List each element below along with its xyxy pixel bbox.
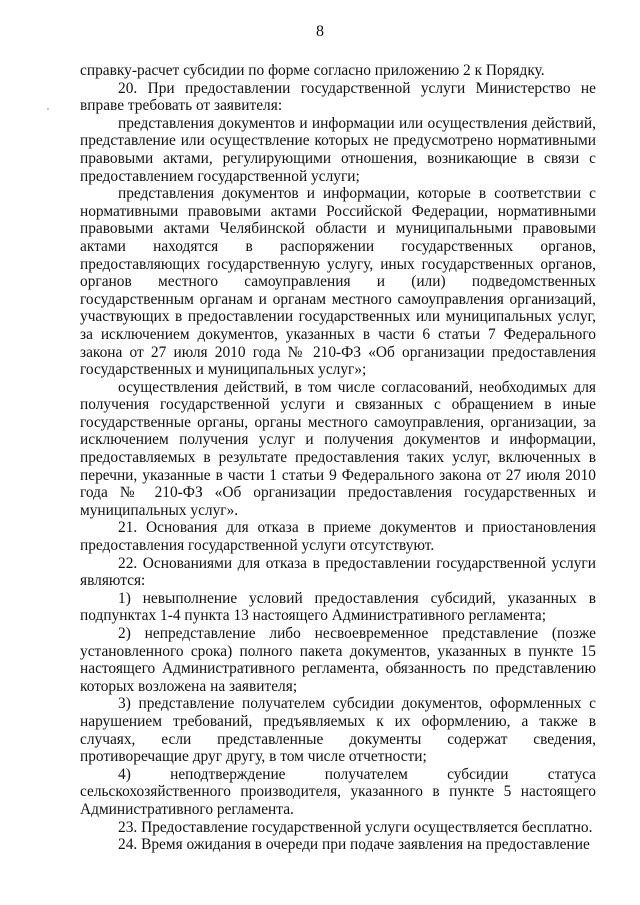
margin-mark: ' — [47, 106, 49, 118]
paragraph: осуществления действий, в том числе согласований, необходимых для получения государственной услуги и связанных с обращением в иные государственные органы, органы местного самоуправления, организации, за исключением получения услуг и получения документов и информации, предоставляемых в результате предоставления таких услуг, включенных в перечни, указанные в части 1 статьи 9 Федерального закона от 27 июля 2010 года № 210-ФЗ «Об организации предоставления государственных и муниципальных услуг». — [80, 378, 596, 519]
paragraph: 21. Основания для отказа в приеме документов и приостановления предоставления государственной услуги отсутствуют. — [80, 519, 596, 555]
document-body — [80, 62, 596, 854]
paragraph: 2) непредставление либо несвоевременное представление (позже установленного срока) полного пакета документов, указанных в пункте 15 настоящего Административного регламента, обязанность по представлению которых возложена на заявителя; — [80, 625, 596, 695]
paragraph: справку-расчет субсидии по форме согласно приложению 2 к Порядку. — [80, 62, 545, 79]
paragraph: 22. Основаниями для отказа в предоставлении государственной услуги являются: — [80, 554, 596, 590]
paragraph: 1) невыполнение условий предоставления субсидий, указанных в подпунктах 1-4 пункта 13 настоящего Административного регламента; — [80, 589, 596, 625]
paragraph: представления документов и информации, которые в соответствии с нормативными правовыми актами Российской Федерации, нормативными правовыми актами Челябинской области и муниципальными правовыми актами находятся в распоряжении государственных органов, предоставляющих государственную услугу, иных государственных органов, органов местного самоуправления и (или) подведомственных государственным органам и органам местного самоуправления организаций, участвующих в предоставлении государственных или муниципальных услуг, за исключением документов, указанных в части 6 статьи 7 Федерального закона от 27 июля 2010 года № 210-ФЗ «Об организации предоставления государственных и муниципальных услуг»; — [80, 185, 596, 379]
paragraph: 20. При предоставлении государственной услуги Министерство не вправе требовать от заявителя: — [80, 79, 596, 115]
page-number: 8 — [316, 23, 324, 40]
paragraph: 24. Время ожидания в очереди при подаче заявления на предоставление — [118, 836, 590, 854]
paragraph: 3) представление получателем субсидии документов, оформленных с нарушением требований, предъявляемых к их оформлению, а также в случаях, если представленные документы содержат сведения, противоречащие друг другу, в том числе отчетности; — [80, 695, 596, 766]
paragraph: 4) неподтверждение получателем субсидии статуса сельскохозяйственного производителя, указанного в пункте 5 настоящего Административного регламента. — [80, 765, 596, 818]
paragraph: 23. Предоставление государственной услуги осуществляется бесплатно. — [118, 818, 593, 836]
paragraph: представления документов и информации или осуществления действий, представление или осуществление которых не предусмотрено нормативными правовыми актами, регулирующими отношения, возникающие в связи с предоставлением государственной услуги; — [80, 114, 596, 185]
